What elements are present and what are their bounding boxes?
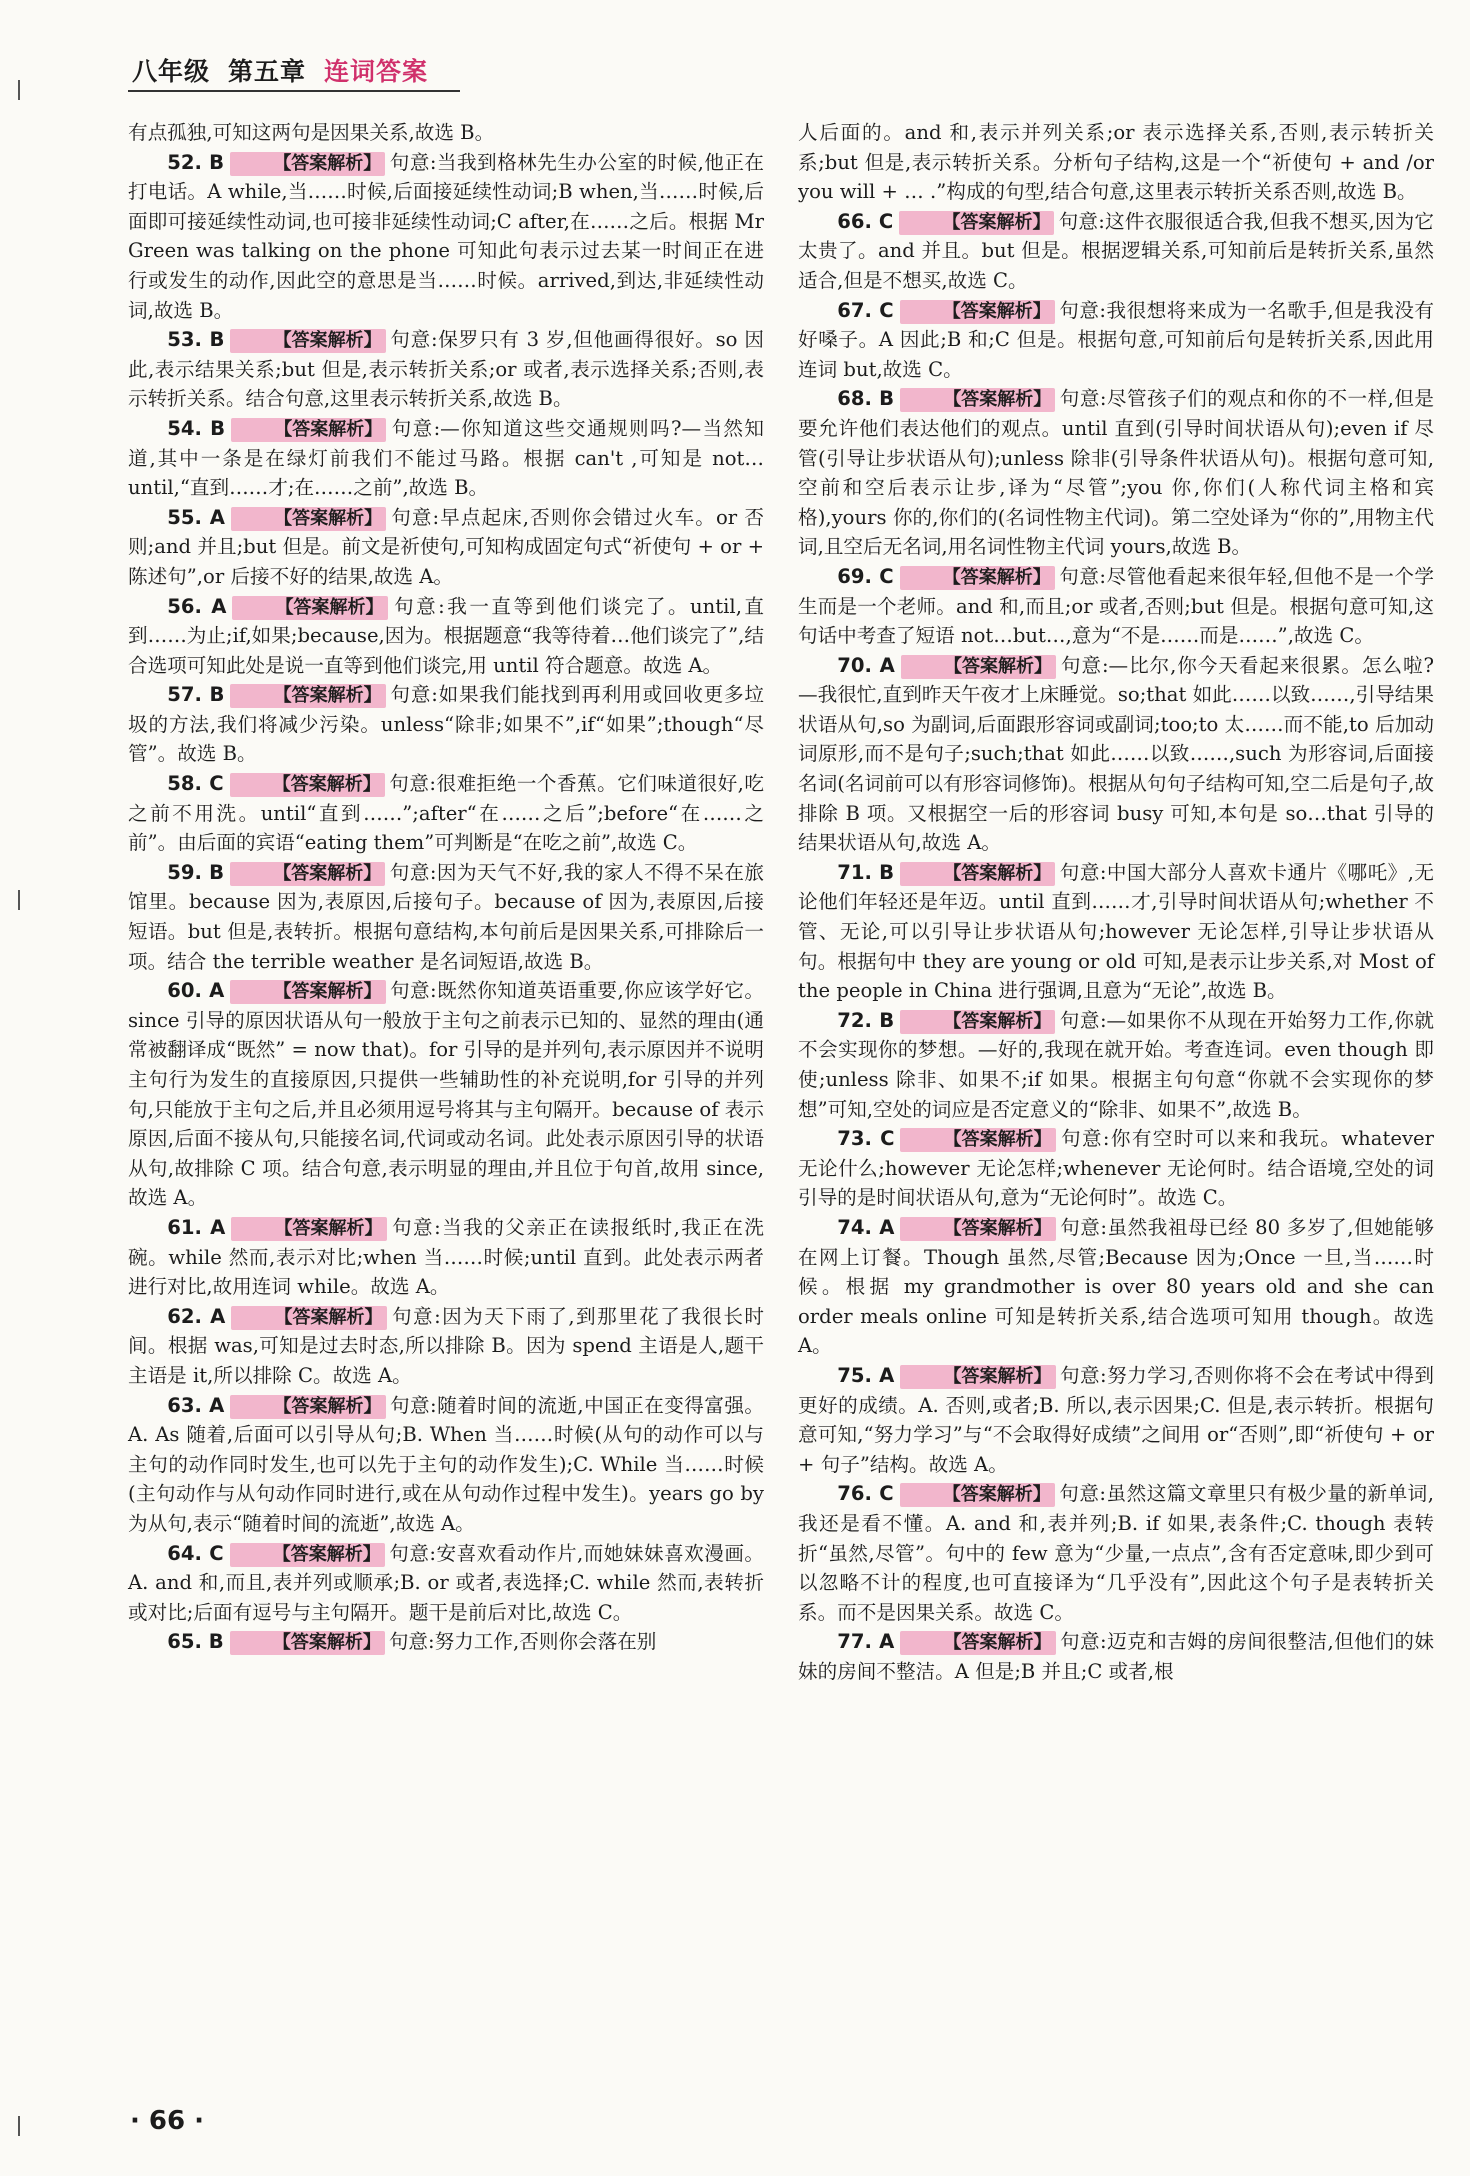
answer-paragraph (128, 1391, 764, 1539)
answer-tag: 【答案解析】 (900, 388, 1055, 412)
answer-text: 句意:虽然我祖母已经 80 多岁了,但她能够在网上订餐。Though 虽然,尽管;Because 因为;Once 一旦,当……时候。根据 my grandmother is over 80 years old and she can order meals online 可知是转折关系,结合选项可知用 though。故选 A。 (798, 1215, 1434, 1358)
question-number: 52. B (167, 150, 225, 174)
answer-paragraph (798, 296, 1434, 385)
answer-tag: 【答案解析】 (900, 566, 1055, 590)
answer-paragraph (128, 769, 764, 858)
question-number: 70. A (837, 653, 895, 677)
answer-text: 句意:你有空时可以来和我玩。whatever 无论什么;however 无论怎样;whenever 无论何时。结合语境,空处的词引导的是时间状语从句,意为“无论何时”。故选 C。 (798, 1127, 1434, 1210)
answer-paragraph (128, 976, 764, 1213)
question-number: 66. C (837, 209, 894, 233)
answer-tag: 【答案解析】 (231, 1306, 386, 1330)
answer-tag: 【答案解析】 (900, 1483, 1055, 1507)
answer-text: 句意:努力学习,否则你将不会在考试中得到更好的成绩。A. 否则,或者;B. 所以,表示因果;C. 但是,表示转折。根据句意可知,“努力学习”与“不会取得好成绩”之间用 or“否则”,即“祈使句 + or + 句子”结构。故选 A。 (798, 1363, 1434, 1476)
question-number: 75. A (837, 1363, 895, 1387)
question-number: 59. B (167, 860, 225, 884)
answer-text: 句意:尽管孩子们的观点和你的不一样,但是要允许他们表达他们的观点。until 直到(引导时间状语从句);even if 尽管(引导让步状语从句);unless 除非(引导条件状语从句)。根据句意可知,空前和空后表示让步,译为“尽管”;you 你,你们(人称代词主格和宾格),yours 你的,你们的(名词性物主代词)。第二空处译为“你的”,用物主代词,且空后无名词,用名词性物主代词 yours,故选 B。 (798, 387, 1434, 559)
answer-text: 句意:我很想将来成为一名歌手,但是我没有好嗓子。A 因此;B 和;C 但是。根据句意,可知前后句是转折关系,因此用连词 but,故选 C。 (798, 298, 1434, 381)
answer-tag: 【答案解析】 (231, 418, 386, 442)
question-number: 60. A (167, 979, 225, 1003)
question-number: 68. B (837, 387, 895, 411)
answer-paragraph (798, 562, 1434, 651)
header-grade: 八年级 (132, 57, 211, 86)
answer-paragraph (798, 118, 1434, 207)
answer-tag: 【答案解析】 (231, 507, 386, 531)
question-number: 55. A (167, 505, 225, 529)
answer-text: 句意:随着时间的流逝,中国正在变得富强。A. As 随着,后面可以引导从句;B. When 当……时候(从句的动作可以与主句的动作同时发生,也可以先于主句的动作发生);C. While 当……时候(主句动作与从句动作同时进行,或在从句动作过程中发生)。years go by 为从句,表示“随着时间的流逝”,故选 A。 (128, 1393, 764, 1535)
answer-paragraph (798, 1213, 1434, 1361)
question-number: 61. A (167, 1215, 226, 1239)
question-number: 72. B (837, 1008, 895, 1032)
answer-tag: 【答案解析】 (230, 329, 385, 353)
answer-text: 句意:很难拒绝一个香蕉。它们味道很好,吃之前不用洗。until“直到……”;after“在……之后”;before“在……之前”。由后面的宾语“eating them”可判断是“在吃之前”,故选 C。 (128, 772, 764, 855)
answer-paragraph (798, 1627, 1434, 1686)
question-number: 58. C (167, 772, 224, 796)
answer-text: 句意:因为天下雨了,到那里花了我很长时间。根据 was,可知是过去时态,所以排除 B。因为 spend 主语是人,题干主语是 it,所以排除 C。故选 A。 (128, 1304, 764, 1387)
margin-mark (18, 2116, 20, 2136)
answer-paragraph (128, 148, 764, 326)
answer-paragraph (128, 680, 764, 769)
question-number: 63. A (167, 1393, 225, 1417)
answer-paragraph (798, 1124, 1434, 1213)
answer-tag: 【答案解析】 (900, 300, 1055, 324)
answer-tag: 【答案解析】 (900, 862, 1055, 886)
right-column (798, 118, 1434, 1686)
answer-text: 句意:当我的父亲正在读报纸时,我正在洗碗。while 然而,表示对比;when 当……时候;until 直到。此处表示两者进行对比,故用连词 while。故选 A。 (128, 1215, 764, 1299)
answer-tag: 【答案解析】 (232, 596, 387, 620)
answer-paragraph (128, 1627, 764, 1657)
margin-mark (18, 890, 20, 910)
answer-text: 人后面的。and 和,表示并列关系;or 表示选择关系,否则,表示转折关系;but 但是,表示转折关系。分析句子结构,这是一个“祈使句 + and /or you will + … .”构成的句型,结合句意,这里表示转折关系否则,故选 B。 (798, 121, 1434, 204)
answer-paragraph (128, 1302, 764, 1391)
answer-tag: 【答案解析】 (901, 655, 1056, 679)
answer-paragraph (798, 207, 1434, 296)
answer-tag: 【答案解析】 (900, 1365, 1055, 1389)
answer-text: 句意:当我到格林先生办公室的时候,他正在打电话。A while,当……时候,后面接延续性动词;B when,当……时候,后面即可接延续性动词,也可接非延续性动词;C after,在……之后。根据 Mr Green was talking on the phone 可知此句表示过去某一时间正在进行或发生的动作,因此空的意思是当……时候。arrived,到达,非延续性动词,故选 B。 (128, 150, 764, 322)
answer-tag: 【答案解析】 (899, 211, 1054, 235)
answer-text: 句意:中国大部分人喜欢卡通片《哪吒》,无论他们年轻还是年迈。until 直到……才,引导时间状语从句;whether 不管、无论,可以引导让步状语从句;however 无论怎样,引导让步状语从句。根据句中 they are young or old 可知,是表示让步关系,对 Most of the people in China 进行强调,且意为“无论”,故选 B。 (798, 860, 1434, 1003)
answer-text: 句意:—比尔,你今天看起来很累。怎么啦?—我很忙,直到昨天午夜才上床睡觉。so;that 如此……以致……,引导结果状语从句,so 为副词,后面跟形容词或副词;too;to 太……而不能,to 后加动词原形,而不是句子;such;that 如此……以致……,such 为形容词,后面接名词(名词前可以有形容词修饰)。根据从句句子结构可知,空二后是句子,故排除 B 项。又根据空一后的形容词 busy 可知,本句是 so…that 引导的结果状语从句,故选 A。 (798, 653, 1434, 855)
answer-tag: 【答案解析】 (230, 1395, 385, 1419)
answer-tag: 【答案解析】 (900, 1010, 1055, 1034)
answer-text: 句意:如果我们能找到再利用或回收更多垃圾的方法,我们将减少污染。unless“除非;如果不”,if“如果”;though“尽管”。故选 B。 (128, 683, 764, 766)
answer-text: 有点孤独,可知这两句是因果关系,故选 B。 (128, 121, 495, 144)
answer-tag: 【答案解析】 (230, 1631, 385, 1655)
question-number: 62. A (167, 1304, 226, 1328)
question-number: 74. A (837, 1215, 895, 1239)
answer-paragraph (798, 1361, 1434, 1479)
answer-tag: 【答案解析】 (900, 1217, 1055, 1241)
answer-text: 句意:迈克和吉姆的房间很整洁,但他们的妹妹的房间不整洁。A 但是;B 并且;C 或者,根 (798, 1630, 1434, 1683)
answer-tag: 【答案解析】 (230, 980, 385, 1004)
answer-paragraph (798, 651, 1434, 858)
answer-text: 句意:努力工作,否则你会落在别 (388, 1630, 657, 1654)
question-number: 65. B (167, 1630, 224, 1654)
answer-paragraph (128, 1213, 764, 1302)
answer-paragraph (128, 503, 764, 592)
header-chapter: 第五章 (228, 57, 307, 86)
answer-paragraph (128, 118, 764, 148)
left-column (128, 118, 764, 1657)
answer-text: 句意:—你知道这些交通规则吗?—当然知道,其中一条是在绿灯前我们不能过马路。根据 can't ,可知是 not…until,“直到……才;在……之前”,故选 B。 (128, 416, 765, 500)
question-number: 56. A (167, 594, 227, 618)
answer-text: 句意:—如果你不从现在开始努力工作,你就不会实现你的梦想。—好的,我现在就开始。考查连词。even though 即使;unless 除非、如果不;if 如果。根据主句句意“你就不会实现你的梦想”可知,空处的词应是否定意义的“除非、如果不”,故选 B。 (798, 1008, 1434, 1121)
answer-text: 句意:既然你知道英语重要,你应该学好它。since 引导的原因状语从句一般放于主句之前表示已知的、显然的理由(通常被翻译成“既然” = now that)。for 引导的是并列句,表示原因并不说明主句行为发生的直接原因,只提供一些辅助性的补充说明,for 引导的并列句,只能放于主句之后,并且必须用逗号将其与主句隔开。because of 表示原因,后面不接从句,只能接名词,代词或动名词。此处表示原因引导的状语从句,故排除 C 项。结合句意,表示明显的理由,并且位于句首,故用 since,故选 A。 (128, 979, 764, 1210)
answer-paragraph (128, 592, 764, 681)
answer-tag: 【答案解析】 (230, 862, 385, 886)
answer-paragraph (798, 858, 1434, 1006)
answer-paragraph (128, 1539, 764, 1628)
answer-text: 句意:我一直等到他们谈完了。until,直到……为止;if,如果;because,因为。根据题意“我等待着…他们谈完了”,结合选项可知此处是说一直等到他们谈完,用 until 符合题意。故选 A。 (128, 594, 764, 677)
question-number: 73. C (837, 1127, 895, 1151)
margin-mark (18, 80, 20, 100)
answer-tag: 【答案解析】 (231, 1217, 386, 1241)
question-number: 57. B (167, 683, 225, 707)
answer-text: 句意:这件衣服很适合我,但我不想买,因为它太贵了。and 并且。but 但是。根据逻辑关系,可知前后是转折关系,虽然适合,但是不想买,故选 C。 (798, 209, 1434, 292)
answer-text: 句意:尽管他看起来很年轻,但他不是一个学生而是一个老师。and 和,而且;or 或者,否则;but 但是。根据句意可知,这句话中考查了短语 not…but…,意为“不是……而是……”,故选 C。 (798, 564, 1434, 648)
page-header (132, 52, 428, 88)
answer-paragraph (798, 384, 1434, 562)
answer-tag: 【答案解析】 (230, 1543, 385, 1567)
answer-tag: 【答案解析】 (230, 152, 385, 176)
question-number: 67. C (837, 298, 894, 322)
answer-tag: 【答案解析】 (900, 1128, 1055, 1152)
answer-tag: 【答案解析】 (230, 684, 385, 708)
question-number: 69. C (837, 564, 894, 588)
answer-paragraph (798, 1006, 1434, 1124)
question-number: 77. A (837, 1630, 895, 1654)
answer-text: 句意:虽然这篇文章里只有极少量的新单词,我还是看不懂。A. and 和,表并列;B. if 如果,表条件;C. though 表转折“虽然,尽管”。句中的 few 意为“少量,一点点”,含有否定意味,即少到可以忽略不计的程度,也可直接译为“几乎没有”,因此这个句子是表转折关系。而不是因果关系。故选 C。 (798, 1482, 1434, 1624)
answer-paragraph (128, 858, 764, 976)
question-number: 54. B (167, 416, 226, 440)
answer-text: 句意:安喜欢看动作片,而她妹妹喜欢漫画。A. and 和,而且,表并列或顺承;B. or 或者,表选择;C. while 然而,表转折或对比;后面有逗号与主句隔开。题干是前后对比,故选 C。 (128, 1541, 764, 1624)
answer-tag: 【答案解析】 (900, 1631, 1055, 1655)
header-rule (128, 90, 460, 92)
answer-text: 句意:早点起床,否则你会错过火车。or 否则;and 并且;but 但是。前文是祈使句,可知构成固定句式“祈使句 + or + 陈述句”,or 后接不好的结果,故选 A。 (128, 505, 764, 588)
question-number: 71. B (837, 860, 895, 884)
answer-text: 句意:保罗只有 3 岁,但他画得很好。so 因此,表示结果关系;but 但是,表示转折关系;or 或者,表示选择关系;否则,表示转折关系。结合句意,这里表示转折关系,故选 B。 (128, 328, 764, 411)
answer-text: 句意:因为天气不好,我的家人不得不呆在旅馆里。because 因为,表原因,后接句子。because of 因为,表原因,后接短语。but 但是,表转折。根据句意结构,本句前后是因果关系,可排除后一项。结合 the terrible weather 是名词短语,故选 B。 (128, 860, 764, 973)
header-section: 连词答案 (324, 57, 429, 86)
answer-tag: 【答案解析】 (230, 773, 385, 797)
question-number: 53. B (167, 328, 225, 352)
answer-paragraph (128, 325, 764, 414)
question-number: 76. C (837, 1482, 894, 1506)
answer-paragraph (798, 1479, 1434, 1627)
page-number: · 66 · (130, 2106, 205, 2136)
answer-paragraph (128, 414, 764, 503)
question-number: 64. C (167, 1541, 224, 1565)
